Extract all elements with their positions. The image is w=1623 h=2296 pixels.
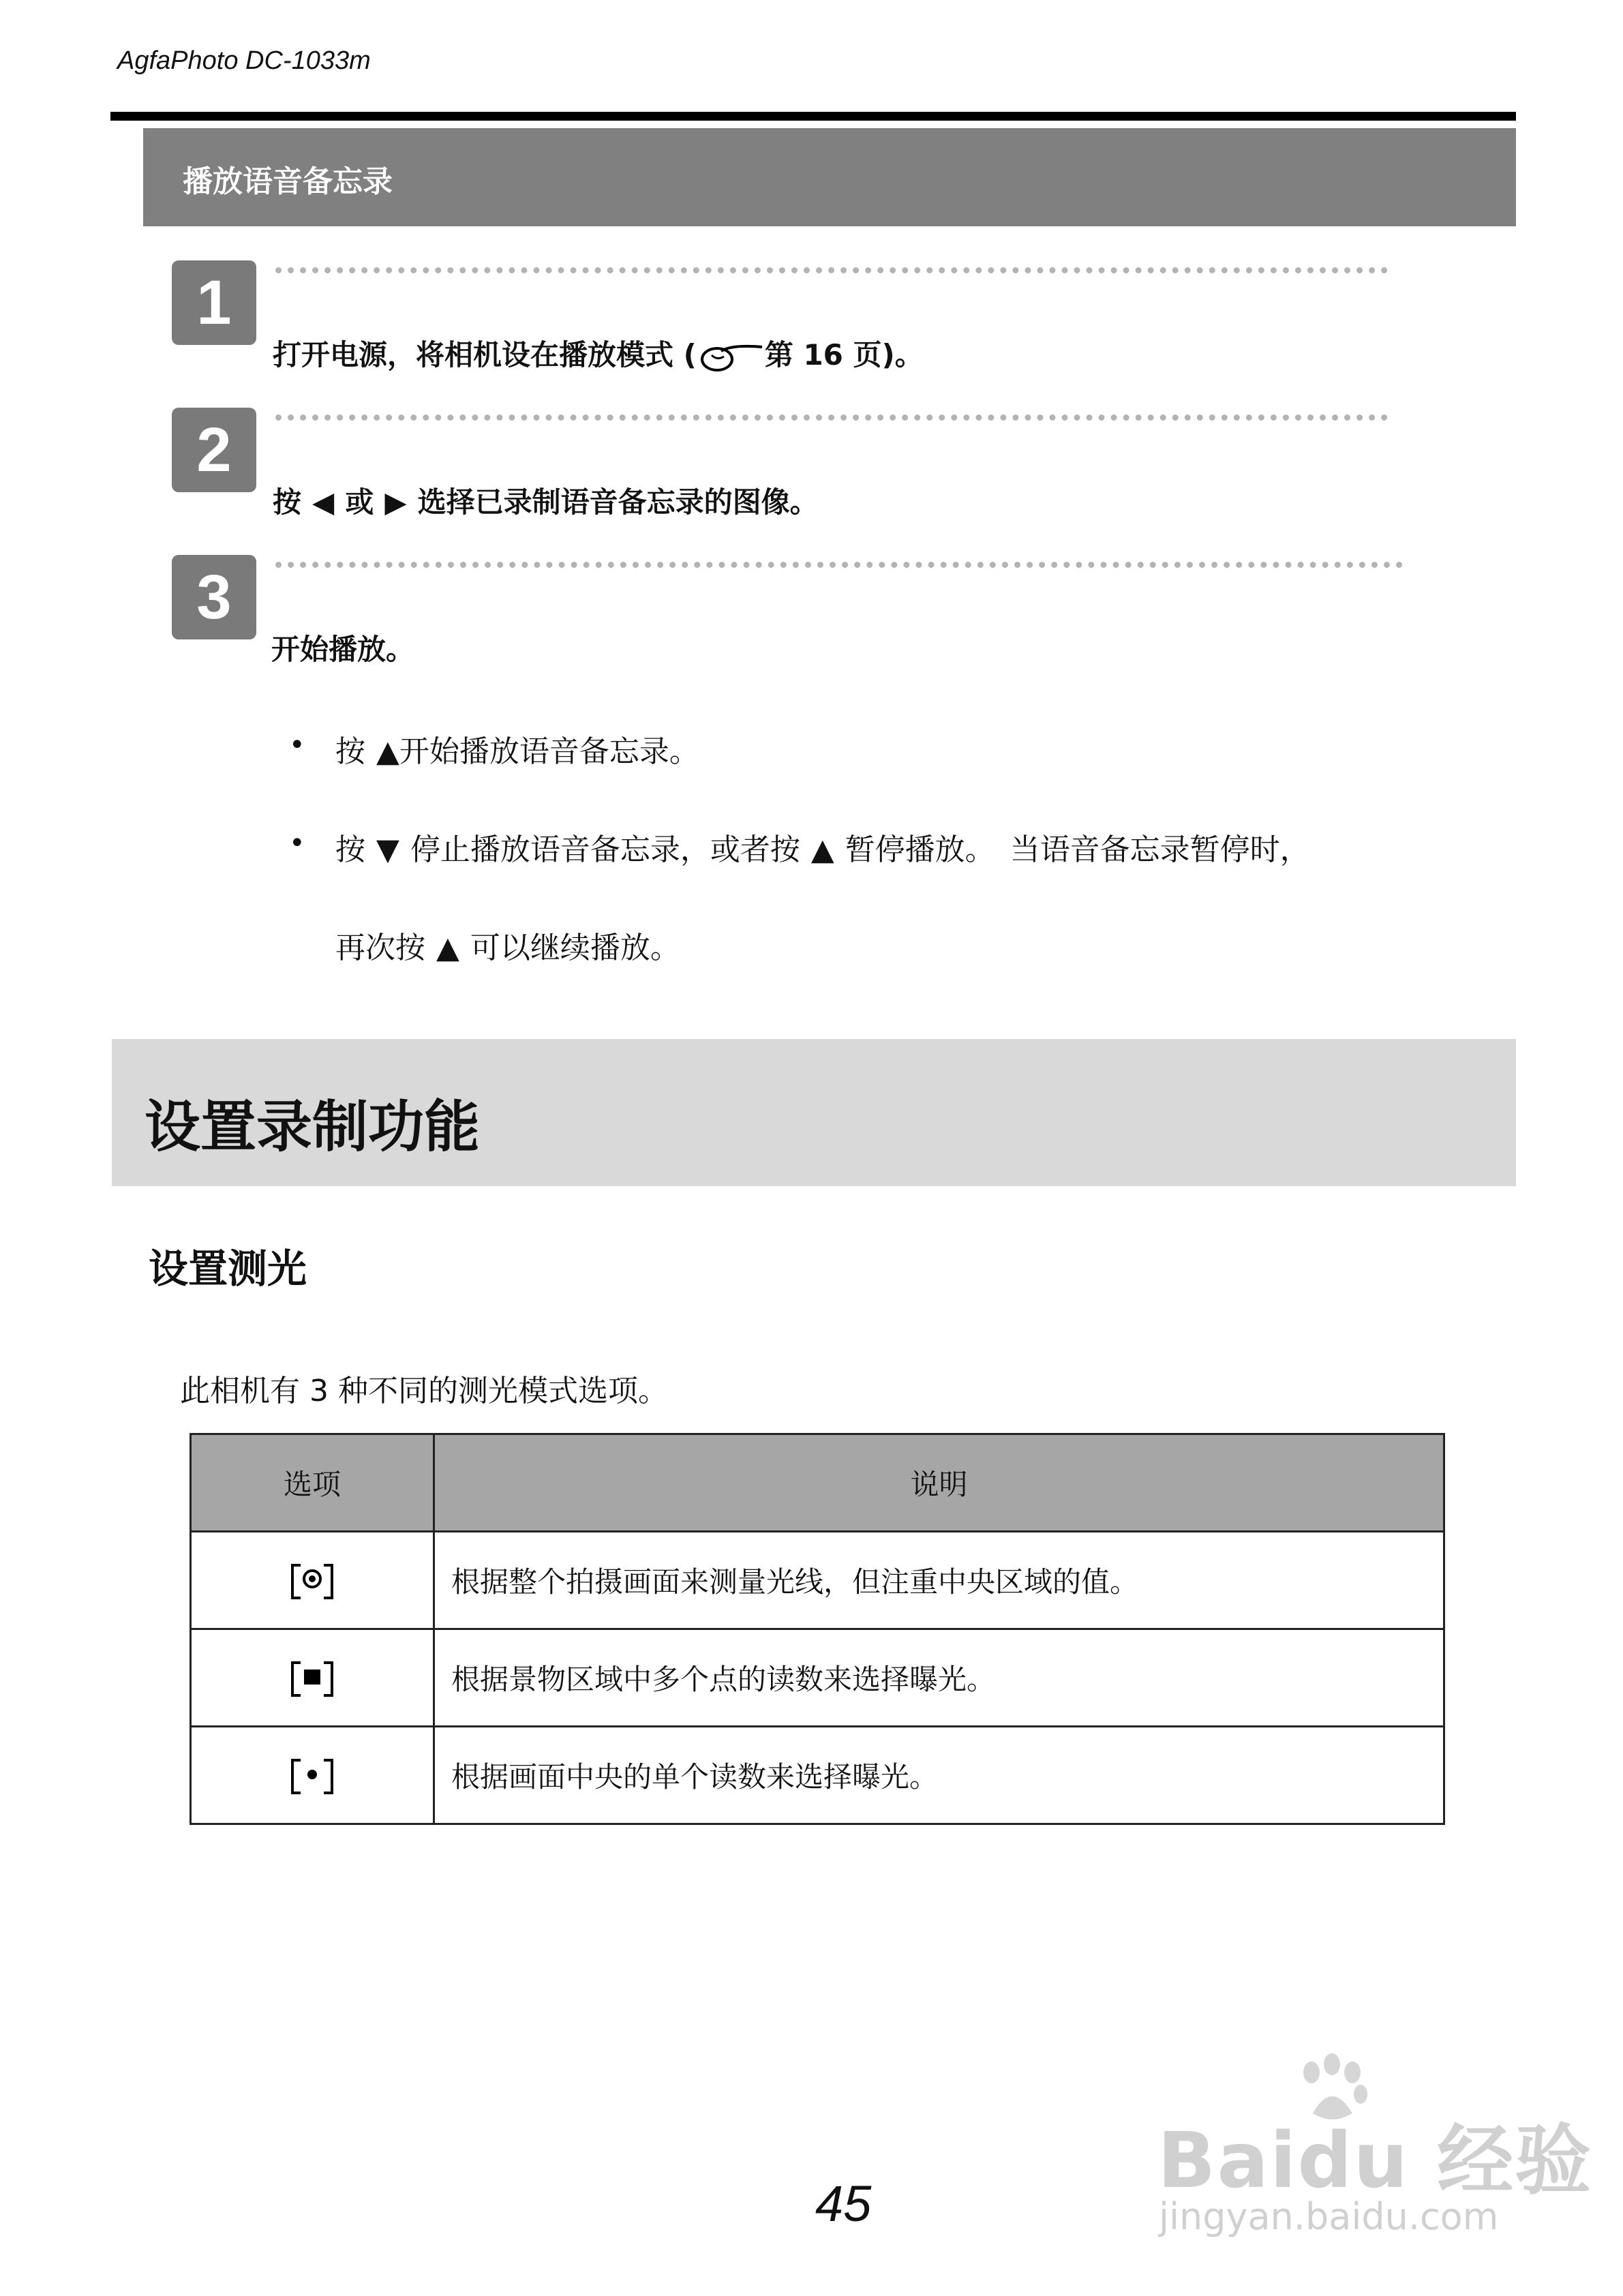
bullet-2-text: 按 ▼ 停止播放语音备忘录，或者按 ▲ 暂停播放。 当语音备忘录暂停时， (335, 832, 1310, 867)
bullet-marker: • (289, 828, 305, 859)
table-header-option: 选项 (191, 1434, 434, 1532)
center-weighted-metering-icon (291, 1564, 333, 1598)
step-1-divider (275, 267, 1388, 273)
table-cell-description: 根据景物区域中多个点的读数来选择曝光。 (434, 1629, 1444, 1727)
step-3-text: 开始播放。 (271, 633, 415, 666)
up-arrow-icon: ▲ (376, 734, 399, 769)
multi-metering-icon (291, 1661, 333, 1695)
header-model-name: AgfaPhoto DC-1033m (117, 46, 371, 75)
step-2-text: 按 ◀ 或 ▶ 选择已录制语音备忘录的图像。 (273, 485, 819, 519)
right-arrow-icon: ▶ (384, 485, 407, 519)
step-3-badge: 3 (172, 555, 256, 639)
bullet-marker: • (289, 729, 305, 761)
table-header-description: 说明 (434, 1434, 1444, 1532)
watermark-brand: Baidu 经验 (1157, 2117, 1593, 2205)
left-arrow-icon: ◀ (312, 485, 335, 519)
step-2-divider (275, 414, 1388, 421)
down-arrow-icon: ▼ (376, 832, 399, 867)
intro-text: 此相机有 3 种不同的测光模式选项。 (180, 1374, 668, 1408)
hand-pointer-icon (697, 340, 765, 374)
step-1-badge: 1 (172, 260, 256, 345)
watermark-url: jingyan.baidu.com (1159, 2195, 1499, 2238)
header-rule (110, 112, 1516, 121)
chapter-title: 设置录制功能 (145, 1095, 481, 1160)
table-row (191, 1629, 1444, 1727)
table-row (191, 1727, 1444, 1824)
step-3-divider (275, 562, 1403, 568)
subsection-title: 设置测光 (149, 1245, 307, 1292)
up-arrow-icon: ▲ (436, 931, 459, 965)
page-number: 45 (815, 2175, 872, 2232)
table-cell-description: 根据画面中央的单个读数来选择曝光。 (434, 1727, 1444, 1824)
metering-options-table (189, 1433, 1445, 1825)
bullet-2-continuation: 再次按 ▲ 可以继续播放。 (335, 931, 680, 965)
step-1-text: 打开电源，将相机设在播放模式 ( 第 16 页)。 (273, 333, 924, 374)
up-arrow-icon: ▲ (810, 832, 834, 867)
spot-metering-icon (291, 1759, 333, 1793)
bullet-1-text: 按 ▲开始播放语音备忘录。 (335, 734, 699, 769)
step-2-badge: 2 (172, 408, 256, 492)
table-header-row (191, 1434, 1444, 1532)
table-row (191, 1532, 1444, 1629)
section-title: 播放语音备忘录 (183, 164, 393, 199)
table-cell-description: 根据整个拍摄画面来测量光线，但注重中央区域的值。 (434, 1532, 1444, 1629)
